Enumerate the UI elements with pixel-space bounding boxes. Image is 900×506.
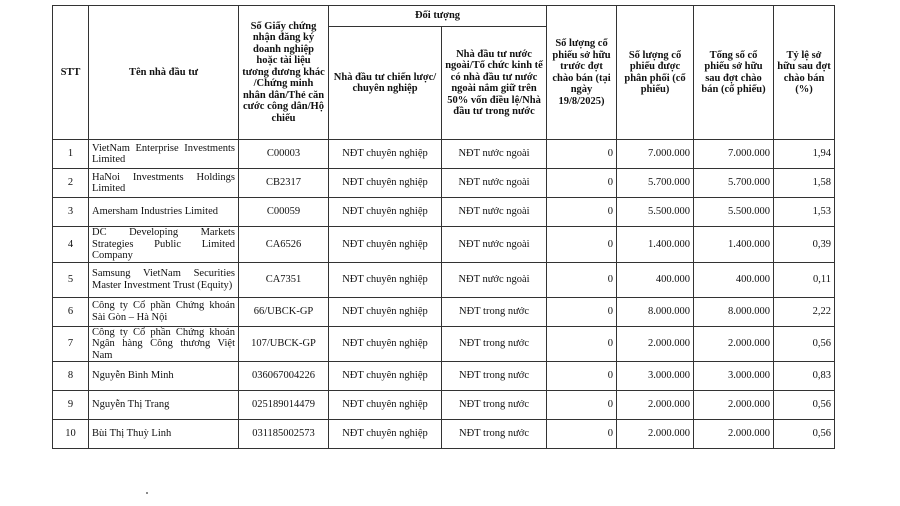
- cell-foreign: NĐT trong nước: [442, 391, 547, 420]
- cell-shares-before: 0: [547, 326, 617, 362]
- cell-foreign: NĐT nước ngoài: [442, 227, 547, 263]
- cell-shares-before: 0: [547, 420, 617, 449]
- table-row: [53, 198, 835, 227]
- cell-ownership-ratio: 0,56: [774, 391, 835, 420]
- cell-stt: 2: [53, 169, 89, 198]
- cell-shares-after: 2.000.000: [694, 420, 774, 449]
- cell-foreign: NĐT trong nước: [442, 297, 547, 326]
- cell-strategic: NĐT chuyên nghiệp: [329, 198, 442, 227]
- cell-shares-allocated: 7.000.000: [617, 140, 694, 169]
- cell-strategic: NĐT chuyên nghiệp: [329, 420, 442, 449]
- table-row: [53, 227, 835, 263]
- cell-shares-allocated: 2.000.000: [617, 391, 694, 420]
- cell-shares-allocated: 2.000.000: [617, 420, 694, 449]
- cell-ownership-ratio: 1,53: [774, 198, 835, 227]
- cell-certificate: CB2317: [239, 169, 329, 198]
- cell-stt: 6: [53, 297, 89, 326]
- cell-shares-before: 0: [547, 140, 617, 169]
- cell-certificate: CA7351: [239, 262, 329, 297]
- cell-foreign: NĐT nước ngoài: [442, 140, 547, 169]
- cell-certificate: 031185002573: [239, 420, 329, 449]
- cell-certificate: 66/UBCK-GP: [239, 297, 329, 326]
- header-stt: STT: [53, 6, 89, 140]
- investor-table: [52, 5, 835, 449]
- cell-stt: 4: [53, 227, 89, 263]
- cell-shares-allocated: 5.700.000: [617, 169, 694, 198]
- cell-shares-before: 0: [547, 198, 617, 227]
- table-row: [53, 297, 835, 326]
- cell-shares-before: 0: [547, 227, 617, 263]
- cell-shares-before: 0: [547, 169, 617, 198]
- cell-shares-allocated: 400.000: [617, 262, 694, 297]
- cell-ownership-ratio: 1,58: [774, 169, 835, 198]
- table-row: [53, 262, 835, 297]
- cell-certificate: 107/UBCK-GP: [239, 326, 329, 362]
- cell-stt: 9: [53, 391, 89, 420]
- cell-shares-before: 0: [547, 262, 617, 297]
- table-row: [53, 326, 835, 362]
- cell-strategic: NĐT chuyên nghiệp: [329, 362, 442, 391]
- cell-strategic: NĐT chuyên nghiệp: [329, 326, 442, 362]
- cell-foreign: NĐT trong nước: [442, 362, 547, 391]
- cell-investor-name: DC Developing Markets Strategies Public Limited Company: [89, 227, 239, 263]
- cell-shares-allocated: 3.000.000: [617, 362, 694, 391]
- cell-ownership-ratio: 0,83: [774, 362, 835, 391]
- cell-investor-name: Nguyễn Bình Minh: [89, 362, 239, 391]
- cell-certificate: CA6526: [239, 227, 329, 263]
- cell-shares-after: 5.700.000: [694, 169, 774, 198]
- cell-ownership-ratio: 1,94: [774, 140, 835, 169]
- cell-shares-before: 0: [547, 362, 617, 391]
- cell-investor-name: Samsung VietNam Securities Master Investment Trust (Equity): [89, 262, 239, 297]
- cell-foreign: NĐT nước ngoài: [442, 169, 547, 198]
- cell-investor-name: Công ty Cổ phần Chứng khoán Sài Gòn – Hà Nội: [89, 297, 239, 326]
- cell-ownership-ratio: 0,56: [774, 326, 835, 362]
- cell-shares-before: 0: [547, 391, 617, 420]
- cell-ownership-ratio: 0,11: [774, 262, 835, 297]
- header-ownership-ratio: Tỷ lệ sở hữu sau đợt chào bán (%): [774, 6, 835, 140]
- cell-investor-name: HaNoi Investments Holdings Limited: [89, 169, 239, 198]
- header-shares-before: Số lượng cổ phiếu sở hữu trước đợt chào bán (tại ngày 19/8/2025): [547, 6, 617, 140]
- cell-investor-name: Công ty Cổ phần Chứng khoán Ngân hàng Công thương Việt Nam: [89, 326, 239, 362]
- cell-strategic: NĐT chuyên nghiệp: [329, 262, 442, 297]
- cell-ownership-ratio: 2,22: [774, 297, 835, 326]
- table-row: [53, 169, 835, 198]
- header-target-group: Đối tượng: [329, 6, 547, 27]
- cell-ownership-ratio: 0,56: [774, 420, 835, 449]
- cell-investor-name: Amersham Industries Limited: [89, 198, 239, 227]
- cell-shares-allocated: 5.500.000: [617, 198, 694, 227]
- table-row: [53, 420, 835, 449]
- cell-shares-after: 8.000.000: [694, 297, 774, 326]
- cell-strategic: NĐT chuyên nghiệp: [329, 140, 442, 169]
- cell-shares-allocated: 8.000.000: [617, 297, 694, 326]
- cell-investor-name: VietNam Enterprise Investments Limited: [89, 140, 239, 169]
- cell-stt: 10: [53, 420, 89, 449]
- cell-stt: 7: [53, 326, 89, 362]
- cell-shares-allocated: 2.000.000: [617, 326, 694, 362]
- cell-shares-after: 5.500.000: [694, 198, 774, 227]
- header-foreign-investor: Nhà đầu tư nước ngoài/Tổ chức kinh tế có nhà đầu tư nước ngoài nắm giữ trên 50% vốn điều lệ/Nhà đầu tư trong nước: [442, 27, 547, 140]
- cell-certificate: 036067004226: [239, 362, 329, 391]
- cell-stt: 5: [53, 262, 89, 297]
- cell-stt: 8: [53, 362, 89, 391]
- cell-certificate: 025189014479: [239, 391, 329, 420]
- cell-certificate: C00003: [239, 140, 329, 169]
- cell-ownership-ratio: 0,39: [774, 227, 835, 263]
- cell-stt: 1: [53, 140, 89, 169]
- cell-strategic: NĐT chuyên nghiệp: [329, 169, 442, 198]
- cell-investor-name: Nguyễn Thị Trang: [89, 391, 239, 420]
- cell-foreign: NĐT trong nước: [442, 326, 547, 362]
- cell-shares-after: 2.000.000: [694, 391, 774, 420]
- cell-strategic: NĐT chuyên nghiệp: [329, 297, 442, 326]
- cell-shares-after: 400.000: [694, 262, 774, 297]
- cell-foreign: NĐT nước ngoài: [442, 198, 547, 227]
- cell-investor-name: Bùi Thị Thuỳ Linh: [89, 420, 239, 449]
- header-shares-allocated: Số lượng cổ phiếu được phân phối (cổ phiếu): [617, 6, 694, 140]
- scan-speck: [146, 492, 148, 494]
- table-row: [53, 391, 835, 420]
- cell-strategic: NĐT chuyên nghiệp: [329, 391, 442, 420]
- cell-foreign: NĐT trong nước: [442, 420, 547, 449]
- cell-shares-after: 1.400.000: [694, 227, 774, 263]
- cell-foreign: NĐT nước ngoài: [442, 262, 547, 297]
- cell-shares-allocated: 1.400.000: [617, 227, 694, 263]
- cell-certificate: C00059: [239, 198, 329, 227]
- header-investor-name: Tên nhà đầu tư: [89, 6, 239, 140]
- header-strategic-investor: Nhà đầu tư chiến lược/ chuyên nghiệp: [329, 27, 442, 140]
- header-shares-after: Tổng số cổ phiếu sở hữu sau đợt chào bán (cổ phiếu): [694, 6, 774, 140]
- cell-shares-after: 3.000.000: [694, 362, 774, 391]
- cell-shares-after: 2.000.000: [694, 326, 774, 362]
- cell-shares-before: 0: [547, 297, 617, 326]
- header-certificate: Số Giấy chứng nhận đăng ký doanh nghiệp hoặc tài liệu tương đương khác /Chứng minh nhân dân/Thẻ căn cước công dân/Hộ chiếu: [239, 6, 329, 140]
- cell-stt: 3: [53, 198, 89, 227]
- table-row: [53, 362, 835, 391]
- cell-strategic: NĐT chuyên nghiệp: [329, 227, 442, 263]
- cell-shares-after: 7.000.000: [694, 140, 774, 169]
- table-row: [53, 140, 835, 169]
